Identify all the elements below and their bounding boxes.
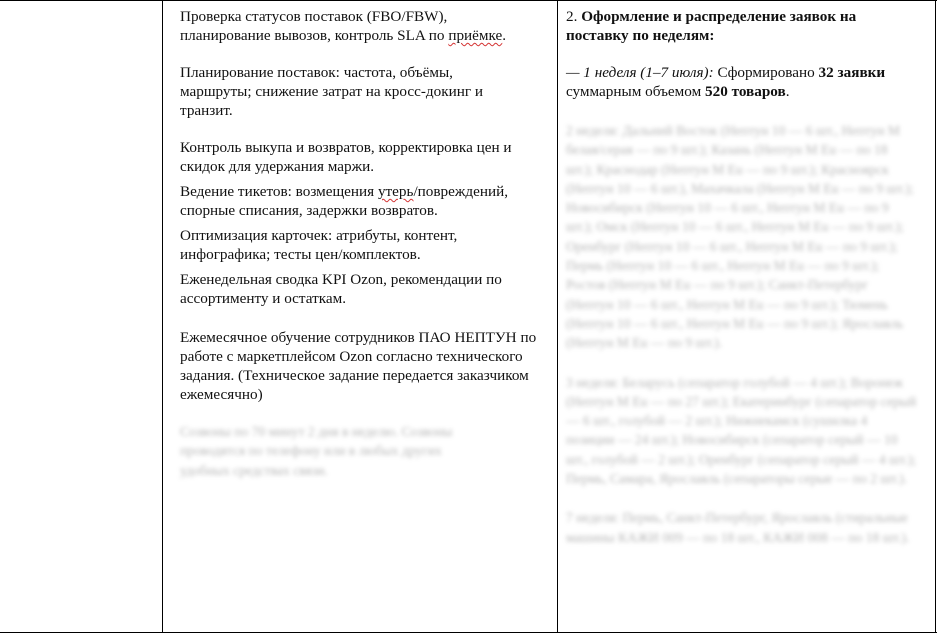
services-paragraph-4	[180, 182, 545, 220]
week-1-items-count: 520 товаров	[705, 83, 786, 100]
spellcheck-word-priemke: приёмке	[448, 27, 503, 44]
week-4-details-blurred: 7 неделя: Пермь, Санкт-Петербург, Ярославль (стиральные машины КАЖИ 009 — по 18 шт., КАЖИ 008 — по 18 шт.).	[566, 510, 910, 545]
services-p1-period: .	[502, 27, 507, 44]
report-heading-number: 2.	[566, 8, 582, 25]
table-right-border	[935, 0, 936, 633]
table-bottom-border	[0, 632, 937, 633]
services-p4-end: /повреждений, спорные списания, задержки возвратов.	[180, 183, 509, 219]
services-paragraph-7: Ежемесячное обучение сотрудников ПАО НЕПТУН по работе с маркетплейсом Ozon согласно технического задания. (Техническое задание передается заказчиком ежемесячно)	[180, 329, 537, 403]
table-top-border	[0, 0, 937, 1]
services-cell	[180, 7, 550, 480]
week-1-summary	[566, 63, 921, 101]
services-p1-line1: Проверка статусов поставок (FBO/FBW),	[180, 8, 448, 25]
services-p1-line2: планирование вывозов, контроль SLA по	[180, 27, 449, 44]
week-1-text-c: .	[785, 83, 790, 100]
week-1-orders-count: 32 заявки	[818, 64, 886, 81]
week-1-text-b: суммарным объемом	[566, 83, 705, 100]
week-1-text-a: Сформировано	[713, 64, 819, 81]
spellcheck-word-uter: утерь	[377, 183, 414, 200]
services-paragraph-6: Еженедельная сводка KPI Ozon, рекомендации по ассортименту и остаткам.	[180, 271, 502, 307]
report-heading-title: Оформление и распределение заявок на поставку по неделям:	[566, 8, 857, 44]
week-1-label: — 1 неделя (1–7 июля):	[566, 64, 714, 81]
services-paragraph-2: Планирование поставок: частота, объёмы, маршруты; снижение затрат на кросс-докинг и транзит.	[180, 64, 484, 119]
report-cell	[566, 7, 926, 547]
week-2-details-blurred: 2 неделя: Дальний Восток (Нептун 10 — 6 шт., Нептун М белая/серая — по 9 шт.); Казань (Нептун М Eu — по 18 шт.); Краснодар (Нептун М Eu — по 9 шт.); Красноярск (Нептун 10 — 6 шт.), Махачкала (Нептун М Eu — по 9 шт.); Новосибирск (Нептун 10 — 6 шт., Нептун М Eu — по 9 шт.); Омск (Нептун 10 — 6 шт., Нептун М Eu — по 9 шт.); Оренбург (Нептун 10 — 6 шт., Нептун М Eu — по 9 шт.); Пермь (Нептун 10 — 6 шт., Нептун М Eu — по 9 шт.); Ростов (Нептун М Eu — по 9 шт.); Санкт-Петербург (Нептун 10 — 6 шт., Нептун М Eu — по 9 шт.); Тюмень (Нептун 10 — 6 шт., Нептун М Eu — по 9 шт.); Ярославль (Нептун М Eu — по 9 шт.).	[566, 123, 914, 351]
services-paragraph-5: Оптимизация карточек: атрибуты, контент, инфографика; тесты цен/комплектов.	[180, 227, 458, 263]
services-p4-start: Ведение тикетов: возмещения	[180, 183, 378, 200]
services-paragraph-8-blurred: Созвоны по 70 минут 2 дня в неделю. Созвоны проводятся по телефону или в любых других удобных средствах связи.	[180, 424, 453, 478]
week-3-details-blurred: 3 неделя: Беларусь (сепаратор голубой — 4 шт.); Воронеж (Нептун М Eu — по 27 шт.); Екатеринбург (сепаратор серый — 6 шт., голубой — 2 шт.); Нижнекамск (сушилка 4 позиции — 24 шт.); Новосибирск (сепаратор серый — 10 шт., голубой — 2 шт.); Оренбург (сепаратор серый — 4 шт.); Пермь, Самара, Ярославль (сепараторы серые — по 2 шт.).	[566, 374, 917, 487]
table-divider-middle	[557, 0, 558, 633]
services-paragraph-1	[180, 7, 550, 45]
table-divider-left	[162, 0, 163, 633]
report-heading	[566, 7, 916, 45]
services-paragraph-3: Контроль выкупа и возвратов, корректировка цен и скидок для удержания маржи.	[180, 139, 512, 175]
